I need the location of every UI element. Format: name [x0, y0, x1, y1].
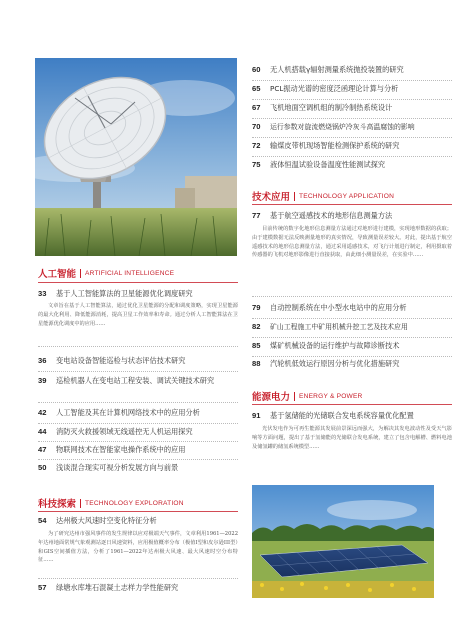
- article-title: 矿山工程施工中矿用机械升挖工艺及技术应用: [270, 323, 408, 331]
- article-abstract: 为了研究达州市强风事件的发生规律以应对极端天气事件，文章利用1961—2022年达州地面常规气象观测站逐日风速资料，应用极值概率分布（极值I型和皮尔逊III型）和GIS空间插值方法，分析了1961—2022年达州极大风速、最大风速时空分布特征……: [38, 531, 238, 564]
- page-number: 33: [38, 289, 47, 298]
- article-abstract: 光伏发电作为可再生能源其发展前景深远而强大，为解决其发电波动性及受天气影响等方面问题，提出了基于氢储能的光储联合发电系统，建立了包含电解槽、燃料电池及储氢罐的储氢系统模型……: [252, 426, 452, 450]
- section-underline: [252, 404, 452, 405]
- page-number: 85: [252, 341, 261, 350]
- entry-divider: [252, 99, 452, 100]
- article-title: 基于氢储能的光储联合发电系统容量优化配置: [270, 411, 414, 420]
- article-title: 自动控制系统在中小型水电站中的应用分析: [270, 303, 407, 312]
- article-title: 输煤皮带机现场智能检测保护系统的研究: [270, 141, 400, 150]
- toc-entry[interactable]: [38, 375, 238, 387]
- article-title: 飞机地面空调机组的制冷制热系统设计: [270, 103, 393, 112]
- toc-entry[interactable]: [252, 102, 452, 114]
- section-title-en: ARTIFICIAL INTELLIGENCE: [85, 269, 175, 277]
- article-title: 液体恒温试验设备温度性能测试探究: [270, 160, 386, 169]
- toc-entry[interactable]: [252, 64, 452, 76]
- article-title: 汽轮机低效运行原因分析与优化措施研究: [270, 359, 400, 368]
- article-title: 运行参数对旋流燃烧锅炉冷灰斗高温腐蚀的影响: [270, 123, 415, 131]
- entry-divider: [38, 371, 238, 372]
- entry-divider: [38, 346, 238, 347]
- section-header-tech: [38, 496, 184, 510]
- page-number: 36: [38, 356, 47, 365]
- entry-divider: [252, 337, 452, 338]
- page-number: 57: [38, 583, 47, 592]
- entry-divider: [252, 137, 452, 138]
- entry-divider: [38, 441, 238, 442]
- toc-entry[interactable]: [252, 358, 452, 370]
- toc-entry[interactable]: [252, 321, 457, 333]
- article-title: 基于人工智能算法的卫星能源优化调度研究: [56, 289, 193, 298]
- section-underline: [38, 511, 238, 512]
- entry-divider: [38, 402, 238, 403]
- article-title: 消防灭火救援领域无线遥控无人机运用探究: [56, 427, 193, 436]
- page-number: 70: [252, 122, 261, 131]
- section-divider: [294, 192, 295, 201]
- page-number: 60: [252, 65, 261, 74]
- article-title: 变电站设备智能巡检与状态评估技术研究: [56, 356, 186, 365]
- entry-divider: [252, 80, 452, 81]
- page-number: 39: [38, 376, 47, 385]
- section-underline: [38, 282, 238, 283]
- page-number: 79: [252, 303, 261, 312]
- toc-entry[interactable]: [252, 210, 452, 222]
- toc-entry[interactable]: [38, 426, 238, 438]
- page-number: 72: [252, 141, 261, 150]
- toc-entry[interactable]: [38, 407, 238, 419]
- toc-entry[interactable]: [38, 355, 238, 367]
- entry-divider: [252, 318, 452, 319]
- solar-farm-photo: [252, 485, 434, 598]
- entry-divider: [38, 459, 238, 460]
- entry-divider: [38, 578, 238, 579]
- entry-divider: [252, 296, 452, 297]
- article-abstract: 目前传统的数字化地形信息测量方法通过对地形进行建模，实现地形数据的获取；由于建模数据无法反映测量地形的真实情况，导致测量误差较大。对此，提出基于航空遥感技术的地形信息测量方法，通过采用遥感技术，对飞行计划进行制定，利用摄取着传感器的飞机对地形影像进行直接获取，由此细小测量误差，在实验中……: [252, 226, 452, 259]
- toc-entry[interactable]: [252, 410, 452, 422]
- toc-entry[interactable]: [252, 121, 457, 133]
- article-title: PCL振动光谱的密度泛函理论计算与分析: [270, 84, 399, 93]
- toc-entry[interactable]: [38, 582, 238, 594]
- article-title: 无人机搭载γ辐射测量系统抛投装置的研究: [270, 65, 404, 74]
- entry-divider: [252, 356, 452, 357]
- article-abstract: 文章旨在基于人工智能算法，通过优化卫星能源的分配和调度策略，实现卫星能源的最大化利用、降低能源消耗，提高卫星工作效率和寿命。通过分析人工智能算法在卫星能源优化调度中的应用……: [38, 303, 238, 327]
- section-title-cn: 能源电力: [252, 392, 291, 403]
- toc-entry[interactable]: [252, 302, 452, 314]
- entry-divider: [38, 423, 238, 424]
- article-title: 基于航空遥感技术的地形信息测量方法: [270, 211, 393, 220]
- section-title-cn: 人工智能: [38, 269, 77, 280]
- section-title-en: TECHNOLOGY EXPLORATION: [85, 499, 184, 507]
- page-number: 42: [38, 408, 47, 417]
- section-title-en: TECHNOLOGY APPLICATION: [299, 192, 395, 200]
- page-number: 65: [252, 84, 261, 93]
- entry-divider: [252, 118, 452, 119]
- section-header-ai: [38, 266, 174, 280]
- entry-divider: [252, 156, 452, 157]
- article-title: 达州极大风速时空变化特征分析: [56, 516, 157, 525]
- section-header-app: [252, 189, 394, 203]
- page-number: 47: [38, 445, 47, 454]
- section-title-cn: 技术应用: [252, 192, 291, 203]
- section-divider: [80, 269, 81, 278]
- toc-entry[interactable]: [252, 340, 452, 352]
- article-title: 绿塘水库堆石混凝土志样力学性能研究: [56, 583, 179, 592]
- radio-telescope-photo: [35, 58, 237, 256]
- toc-entry[interactable]: [38, 462, 238, 474]
- page-number: 91: [252, 411, 261, 420]
- toc-entry[interactable]: [38, 444, 238, 456]
- page-number: 50: [38, 463, 47, 472]
- section-underline: [252, 204, 452, 205]
- page-number: 54: [38, 516, 47, 525]
- page-number: 88: [252, 359, 261, 368]
- article-title: 巡检机器人在变电站工程安装、调试关键技术研究: [56, 376, 215, 385]
- page-number: 82: [252, 322, 261, 331]
- section-title-cn: 科技探索: [38, 499, 77, 510]
- article-title: 人工智能及其在计算机网络技术中的应用分析: [56, 408, 200, 417]
- section-divider: [294, 392, 295, 401]
- section-header-energy: [252, 389, 363, 403]
- page-number: 67: [252, 103, 261, 112]
- toc-entry[interactable]: [252, 140, 452, 152]
- article-title: 物联网技术在智能家电操作系统中的应用: [56, 445, 186, 454]
- page-number: 75: [252, 160, 261, 169]
- article-title: 煤矿机械设备的运行维护与故障诊断技术: [270, 341, 400, 350]
- article-title: 浅谈混合现实可视分析发展方向与前景: [56, 463, 179, 472]
- toc-entry[interactable]: [38, 515, 238, 527]
- toc-entry[interactable]: [252, 159, 452, 171]
- section-divider: [80, 499, 81, 508]
- page-number: 77: [252, 211, 261, 220]
- toc-entry[interactable]: [38, 288, 238, 300]
- page-number: 44: [38, 427, 47, 436]
- section-title-en: ENERGY & POWER: [299, 392, 363, 400]
- toc-entry[interactable]: [252, 83, 452, 95]
